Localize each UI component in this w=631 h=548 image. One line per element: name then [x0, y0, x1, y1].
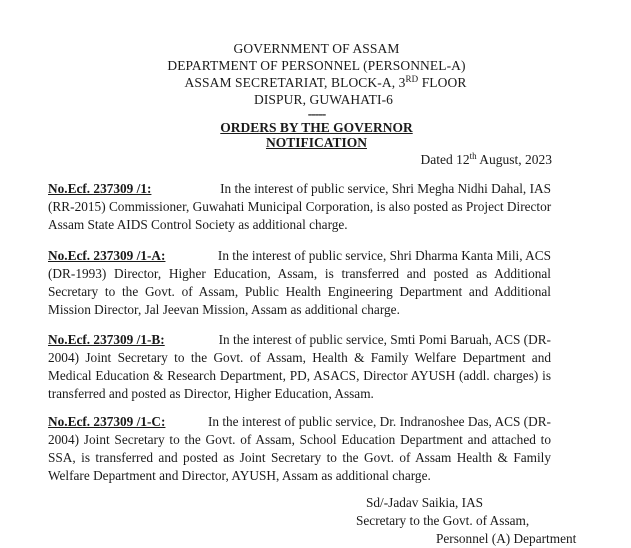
- order-text-line: In the interest of public service, Shri Dharma Kanta Mili, ACS: [217, 248, 551, 263]
- signatory-designation: Secretary to the Govt. of Assam,: [356, 513, 530, 528]
- date-line: Dated 12th August, 2023: [420, 151, 552, 167]
- header-city: DISPUR, GUWAHATI-6: [253, 92, 394, 107]
- order-text-line: Secretary to the Govt. of Assam, Public Health Engineering Department and Additional: [48, 284, 551, 299]
- document-header: [0, 40, 631, 120]
- order-text-line: In the interest of public service, Dr. Indranoshee Das, ACS (DR-: [207, 414, 551, 429]
- signatory-name: Sd/-Jadav Saikia, IAS: [366, 495, 484, 510]
- header-government: GOVERNMENT OF ASSAM: [233, 41, 400, 56]
- signatory-department: Personnel (A) Department: [436, 531, 577, 546]
- orders-heading: [0, 120, 631, 150]
- order-text-line: Medical Education & Research Department, PD, ASACS, Director AYUSH (addl. charges) is: [48, 368, 551, 383]
- order-text-line: Welfare Department and Director, AYUSH, Assam as additional charge.: [48, 468, 431, 483]
- order-paragraph: [48, 331, 551, 403]
- order-text-line: 2004) Joint Secretary to the Govt. of Assam, Health & Family Welfare Department and: [48, 350, 551, 365]
- order-number: No.Ecf. 237309 /1-B:: [48, 332, 165, 347]
- orders-title: ORDERS BY THE GOVERNOR: [220, 120, 413, 135]
- order-text-line: In the interest of public service, Shri Megha Nidhi Dahal, IAS: [220, 181, 551, 196]
- order-paragraph: [48, 413, 551, 485]
- order-text-line: 2004) Joint Secretary to the Govt. of Assam, School Education Department and attached to: [48, 432, 551, 447]
- signature-block: [356, 494, 577, 546]
- order-number: No.Ecf. 237309 /1-A:: [48, 248, 166, 263]
- order-number: No.Ecf. 237309 /1-C:: [48, 414, 166, 429]
- order-text-line: In the interest of public service, Smti Pomi Baruah, ACS (DR-: [218, 332, 551, 347]
- notification-title: NOTIFICATION: [265, 135, 367, 150]
- header-address: ASSAM SECRETARIAT, BLOCK-A, 3RD FLOOR: [184, 74, 467, 90]
- order-paragraph: [48, 247, 551, 319]
- order-text-line: (DR-1993) Director, Higher Education, Assam, is transferred and posted as Additional: [48, 266, 551, 281]
- header-department: DEPARTMENT OF PERSONNEL (PERSONNEL-A): [167, 58, 466, 73]
- order-number: No.Ecf. 237309 /1:: [48, 181, 152, 196]
- order-paragraph: [48, 180, 551, 234]
- order-text-line: transferred and posted as Director, Higher Education, Assam.: [48, 386, 374, 401]
- order-text-line: (RR-2015) Commissioner, Guwahati Municipal Corporation, is also posted as Project Director: [48, 199, 552, 214]
- header-separator: -----: [307, 106, 326, 121]
- order-text-line: Assam State AIDS Control Society as additional charge.: [48, 217, 348, 232]
- order-text-line: Mission Director, Jal Jeevan Mission, Assam as additional charge.: [48, 302, 400, 317]
- order-text-line: SSA, is transferred and posted as Joint Secretary to the Govt. of Assam Health & Family: [48, 450, 551, 465]
